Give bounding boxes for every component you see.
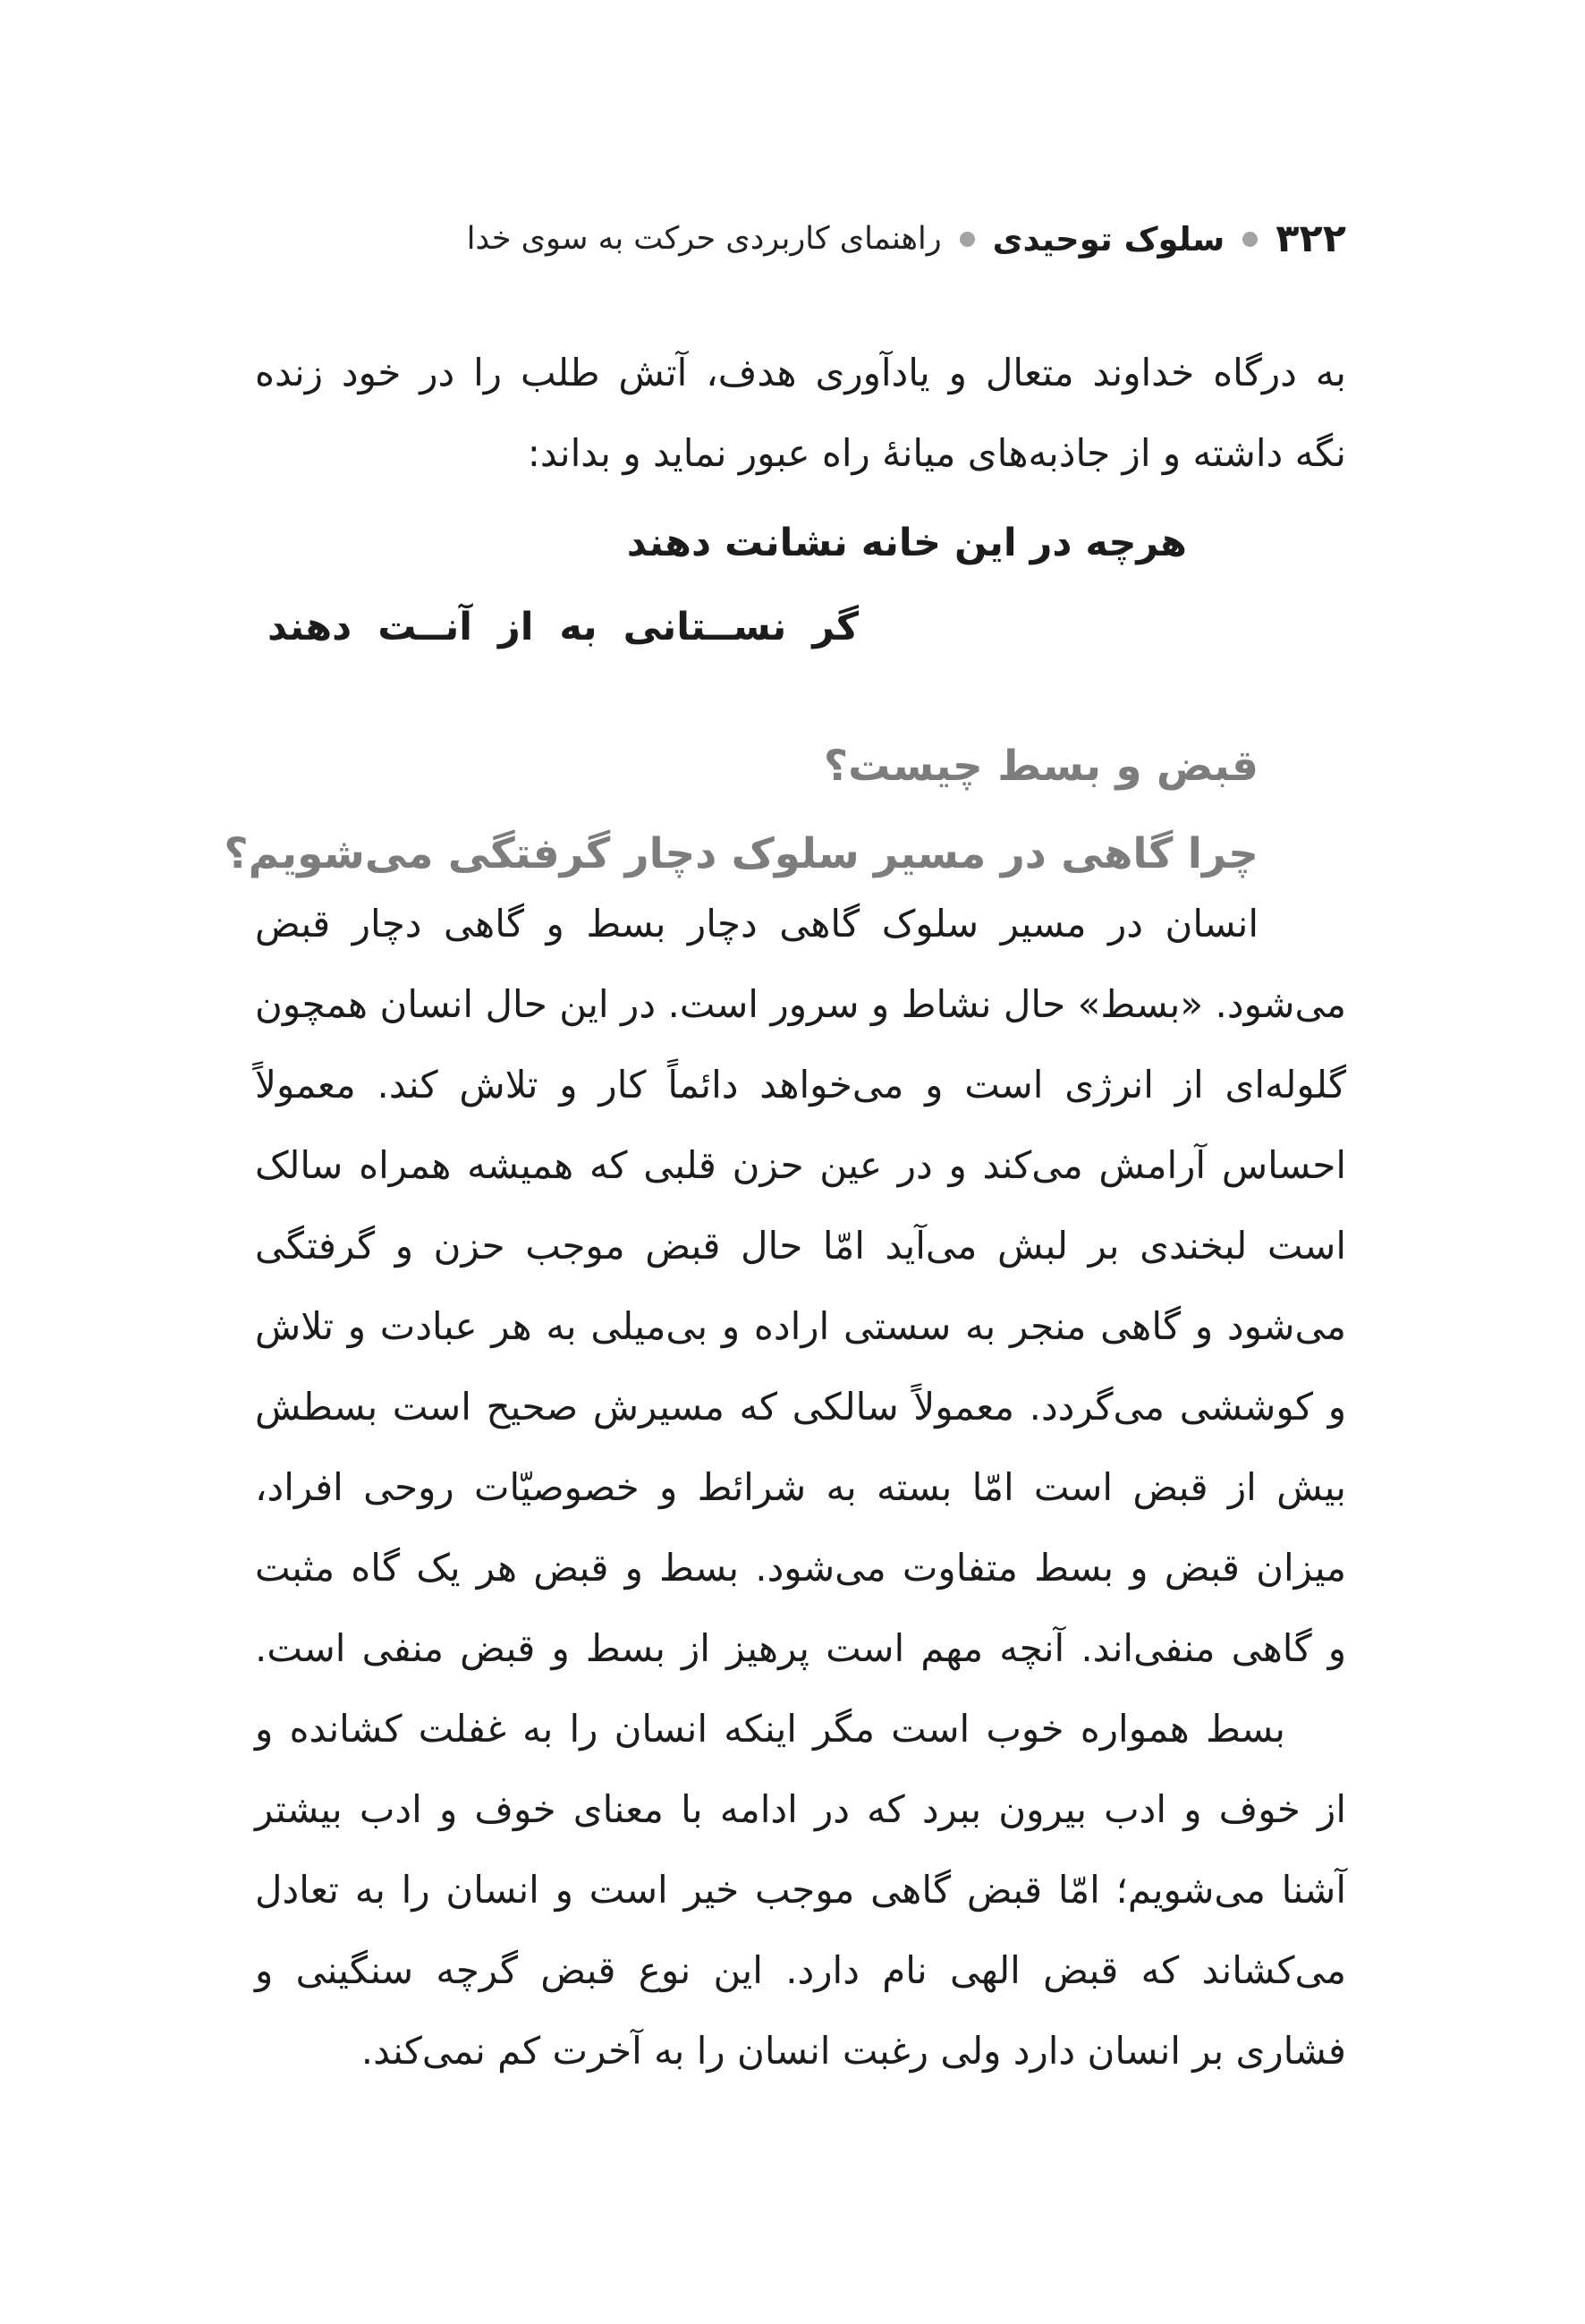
body-line: میزان قبض و بسط متفاوت می‌شود. بسط و قبض هر یک گاه مثبت bbox=[255, 1546, 1346, 1590]
body-line: می‌کشاند که قبض الهی نام دارد. این نوع قبض گرچه سنگینی و bbox=[255, 1948, 1346, 1992]
paragraph-bast-khoob bbox=[255, 1689, 1346, 2091]
body-line: نگه داشته و از جاذبه‌های میانهٔ راه عبور نماید و بداند: bbox=[527, 431, 1346, 475]
body-line: و گاهی منفی‌اند. آنچه مهم است پرهیز از بسط و قبض منفی است. bbox=[255, 1626, 1346, 1670]
body-line: است لبخندی بر لبش می‌آید امّا حال قبض موجب حزن و گرفتگی bbox=[255, 1224, 1346, 1268]
paragraph-qabz-bast bbox=[255, 884, 1346, 1689]
page-number: ۳۲۲ bbox=[1276, 216, 1346, 261]
body-line: می‌شود. «بسط» حال نشاط و سرور است. در این حال انسان همچون bbox=[255, 982, 1346, 1026]
body-line: احساس آرامش می‌کند و در عین حزن قلبی که همیشه همراه سالک bbox=[255, 1143, 1346, 1187]
body-line: آشنا می‌شویم؛ امّا قبض گاهی موجب خیر است و انسان را به تعادل bbox=[255, 1868, 1346, 1912]
section-heading-1: قبض و بسط چیست؟ bbox=[823, 742, 1259, 791]
body-line: و کوششی می‌گردد. معمولاً سالکی که مسیرش صحیح است بسطش bbox=[255, 1385, 1346, 1429]
body-line: انسان در مسیر سلوک گاهی دچار بسط و گاهی دچار قبض bbox=[255, 902, 1259, 946]
poem-hemistich-2: گر نســتانی به از آنــت دهند bbox=[267, 605, 859, 649]
separator-bullet-icon bbox=[1242, 232, 1258, 247]
separator-bullet-icon bbox=[960, 232, 975, 247]
intro-paragraph bbox=[255, 333, 1346, 494]
poem-couplet bbox=[255, 501, 1346, 669]
section-headings bbox=[224, 723, 1346, 898]
body-line: از خوف و ادب بیرون ببرد که در ادامه با معنای خوف و ادب بیشتر bbox=[255, 1787, 1346, 1831]
chapter-title: راهنمای کاربردی حرکت به سوی خدا bbox=[466, 221, 942, 257]
poem-hemistich-1: هرچه در این خانه نشانت دهند bbox=[626, 521, 1187, 565]
body-line: فشاری بر انسان دارد ولی رغبت انسان را به آخرت کم نمی‌کند. bbox=[360, 2029, 1346, 2073]
body-line: به درگاه خداوند متعال و یادآوری هدف، آتش طلب را در خود زنده bbox=[255, 351, 1346, 394]
body-line: بیش از قبض است امّا بسته به شرائط و خصوصیّات روحی افراد، bbox=[255, 1465, 1346, 1509]
body-line: بسط همواره خوب است مگر اینکه انسان را به غفلت کشانده و bbox=[255, 1707, 1285, 1751]
body-line: می‌شود و گاهی منجر به سستی اراده و بی‌میلی به هر عبادت و تلاش bbox=[255, 1304, 1346, 1348]
section-heading-2: چرا گاهی در مسیر سلوک دچار گرفتگی می‌شویم؟ bbox=[224, 829, 1259, 878]
body-line: گلوله‌ای از انرژی است و می‌خواهد دائماً کار و تلاش کند. معمولاً bbox=[255, 1063, 1346, 1107]
running-head bbox=[467, 216, 1346, 261]
book-title: سلوک توحیدی bbox=[992, 219, 1225, 259]
